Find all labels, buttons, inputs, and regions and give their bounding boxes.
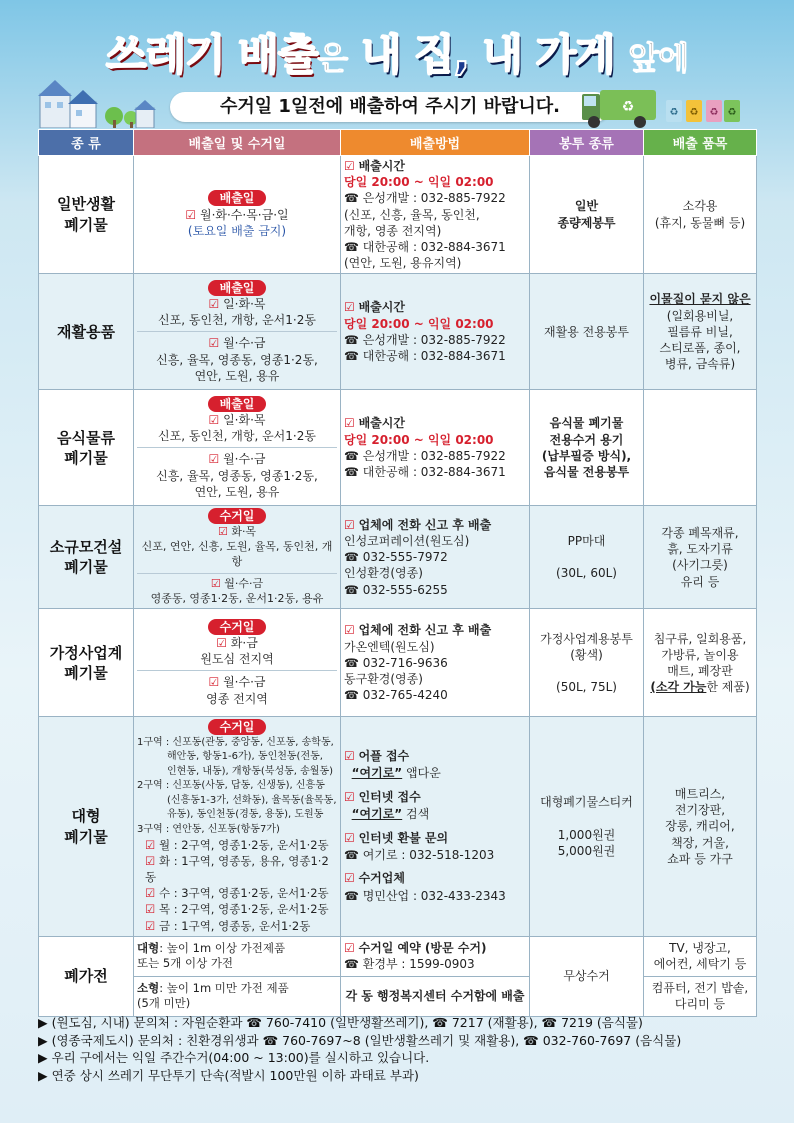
items-construction: 각종 폐목재류, 흙, 도자기류 (사기그릇) 유리 등 [644,506,757,609]
area-text: 신흥, 율목, 영종동, 영종1·2동, 연안, 도원, 용유 [156,352,318,383]
items-food [644,390,757,506]
days-text: 월·수·금 [223,336,266,351]
method-line: ☎ 032-716-9636 [344,655,448,670]
method-bulky [341,717,530,936]
method-title: 배출시간 [358,300,405,315]
zone-line: 유동), 동인천동(경동, 용동), 도원동 [167,809,324,821]
checkbox-icon: ☑ [145,918,156,933]
schedule-list [137,837,337,934]
svg-text:♻: ♻ [727,107,737,118]
kind-recycle: 재활용품 [39,274,134,390]
title-part-1: 쓰레기 배출 [105,30,318,79]
badge: 수거일 [208,719,267,735]
items-recycle [644,274,757,390]
method-line: 동구환경(영종) [344,671,423,686]
method-title: 인터넷 접수 [358,789,421,804]
method-line: ☎ 대한공해 : 032-884-3671 [344,349,506,363]
table-row [39,506,757,609]
method-line: ☎ 여기로 : 032-518-1203 [344,847,495,862]
method-line: ☎ 명민산업 : 032-433-2343 [344,888,506,903]
items-appliance-1: TV, 냉장고, 에어컨, 세탁기 등 [644,936,757,976]
checkbox-icon: ☑ [344,830,355,845]
table-header-row [39,130,757,156]
area-text: 신흥, 율목, 영종동, 영종1·2동, 연안, 도원, 용유 [156,468,318,499]
days-text: 화·금 [230,636,258,651]
checkbox-icon: ☑ [210,576,221,590]
days-text: 화·목 [231,525,257,539]
bag-construction: PP마대 (30L, 60L) [530,506,644,609]
size-label: 소형 [137,980,160,995]
kind-appliance: 폐가전 [39,936,134,1016]
kind-business: 가정사업계 폐기물 [39,609,134,717]
table-row [39,156,757,274]
zone-line: (신흥동1-3가, 선화동), 율목동(율목동, [167,794,337,806]
method-line: ☎ 032-765-4240 [344,688,448,703]
table-row [39,936,757,976]
days-business [134,609,341,717]
col-header-method: 배출방법 [341,130,530,156]
area-text: 신포, 동인천, 개항, 운서1·2동 [158,429,316,444]
notes [38,1014,756,1084]
zone-line: 해안동, 항동1-6가), 동인천동(전동, [167,751,323,763]
appliance-big [134,936,341,976]
zone-line: 3구역 : 연안동, 신포동(항동7가) [137,823,280,835]
checkbox-icon: ☑ [344,789,355,804]
col-header-days: 배출일 및 수거일 [134,130,341,156]
items-text: 침구류, 일회용품, 가방류, 놀이용 매트, 폐장판 [653,631,747,678]
checkbox-icon: ☑ [344,871,355,886]
header [0,0,794,128]
bag-recycle: 재활용 전용봉투 [530,274,644,390]
method-general [341,156,530,274]
appliance-small [134,976,341,1016]
checkbox-icon: ☑ [208,675,220,690]
method-line: ☎ 032-555-6255 [344,582,448,597]
checkbox-icon: ☑ [217,525,228,539]
title-part-4: 앞에 [628,39,689,77]
area-text: 신포, 연안, 신흥, 도원, 율목, 동인천, 개항 [141,540,333,568]
checkbox-icon: ☑ [208,452,220,467]
page-title [0,22,794,82]
area-text: 영종동, 영종1·2동, 운서1·2동, 용유 [150,591,324,605]
table-row [39,274,757,390]
waste-schedule-table [38,129,757,1017]
bag-bulky: 대형폐기물스티커 1,000원권 5,000원권 [530,717,644,936]
table-row [39,609,757,717]
method-line: (신포, 신흥, 율목, 동인천, [344,207,480,222]
items-text: 한 제품) [706,680,750,695]
method-time: 당일 20:00 ~ 익일 02:00 [344,432,494,447]
method-title: 업체에 전화 신고 후 배출 [358,623,492,638]
days-general [134,156,341,274]
checkbox-icon: ☑ [344,159,355,173]
method-line: ☎ 환경부 : 1599-0903 [344,957,475,972]
method-time: 당일 20:00 ~ 익일 02:00 [344,175,494,190]
method-line: ☎ 대한공해 : 032-884-3671 [344,465,506,479]
zone-list [137,736,337,838]
method-food [341,390,530,506]
badge: 수거일 [208,619,267,635]
checkbox-icon: ☑ [344,940,355,955]
method-line: (연안, 도원, 용유지역) [344,256,462,271]
method-line: ☎ 은성개발 : 032-885-7922 [344,191,506,206]
svg-text:♻: ♻ [669,107,679,118]
checkbox-icon: ☑ [145,838,156,853]
table-row [39,976,757,1016]
col-header-bag: 봉투 종류 [530,130,644,156]
days-text: 월·수·금 [223,452,266,467]
items-appliance-2: 컴퓨터, 전기 밥솥, 다리미 등 [644,976,757,1016]
badge: 수거일 [208,508,267,524]
method-title: 업체에 전화 신고 후 배출 [358,517,492,532]
zone-line: 2구역 : 신포동(사동, 답동, 신생동), 신흥동 [137,780,325,792]
checkbox-icon: ☑ [344,416,355,431]
svg-text:♻: ♻ [621,99,635,115]
days-note: (토요일 배출 금지) [187,223,287,238]
svg-text:♻: ♻ [689,107,699,118]
days-recycle [134,274,341,390]
days-text: 일·화·목 [223,412,266,427]
method-title: 배출시간 [358,159,405,173]
method-line: ☎ 은성개발 : 032-885-7922 [344,332,506,347]
method-business [341,609,530,717]
method-title: 어플 접수 [358,748,410,763]
note-line: ▶ 우리 구에서는 익일 주간수거(04:00 ~ 13:00)를 실시하고 있습니다. [38,1050,430,1065]
zone-line: 1구역 : 신포동(관동, 중앙동, 신포동, 송학동, [137,736,334,748]
title-part-3: 내 집, 내 가게 [360,30,615,79]
schedule-line: 수 : 3구역, 영종1·2동, 운서1·2동 [158,886,329,901]
method-title: 배출시간 [358,416,405,431]
method-line: ☎ 은성개발 : 032-885-7922 [344,448,506,463]
items-emphasis: (소각 가능 [650,680,707,695]
svg-text:♻: ♻ [709,107,719,118]
table-row [39,717,757,936]
days-food [134,390,341,506]
size-label: 대형 [137,940,160,955]
checkbox-icon: ☑ [344,300,355,315]
title-part-2: 은 [317,39,348,77]
bag-general: 일반 종량제봉투 [530,156,644,274]
checkbox-icon: ☑ [344,623,355,638]
size-text: : 높이 1m 미만 가전 제품 (5개 미만) [137,980,289,1011]
size-text: : 높이 1m 이상 가전제품 또는 5개 이상 가전 [137,940,286,971]
note-line: ▶ (영종국제도시) 문의처 : 친환경위생과 ☎ 760-7697~8 (일반생활쓰레기 및 재활용), ☎ 032-760-7697 (음식물) [38,1032,682,1048]
days-construction [134,506,341,609]
method-line: 앱다운 [402,766,441,781]
method-title: 수거일 예약 (방문 수거) [358,940,487,955]
badge: 배출일 [208,190,267,206]
badge: 배출일 [208,396,267,412]
checkbox-icon: ☑ [344,517,355,532]
method-emphasis: “여기로” [351,807,403,822]
col-header-kind: 종 류 [39,130,134,156]
area-text: 원도심 전지역 [200,652,274,667]
kind-bulky: 대형 폐기물 [39,717,134,936]
method-line: 인성환경(영종) [344,566,423,581]
days-text: 일·화·목 [223,296,266,311]
area-text: 영종 전지역 [206,691,268,706]
checkbox-icon: ☑ [216,636,227,651]
items-text: (일회용비닐, 필름류 비닐, 스티로폼, 종이, 병류, 금속류) [659,308,741,372]
items-general: 소각용 (휴지, 동물뼈 등) [644,156,757,274]
schedule-line: 금 : 1구역, 영종동, 운서1·2동 [158,918,311,933]
method-title: 수거업체 [358,871,405,886]
garbage-truck-icon [582,86,742,130]
method-appliance-2: 각 동 행정복지센터 수거함에 배출 [341,976,530,1016]
checkbox-icon: ☑ [208,336,220,351]
bag-appliance: 무상수거 [530,936,644,1016]
checkbox-icon: ☑ [208,412,220,427]
area-text: 신포, 동인천, 개항, 운서1·2동 [158,313,316,328]
checkbox-icon: ☑ [145,854,156,869]
days-text: 월·화·수·목·금·일 [199,207,289,222]
schedule-line: 월 : 2구역, 영종1·2동, 운서1·2동 [158,838,329,853]
checkbox-icon: ☑ [145,902,156,917]
items-bulky: 매트리스, 전기장판, 장롱, 캐리어, 책장, 거울, 쇼파 등 가구 [644,717,757,936]
houses-illustration [36,74,156,128]
days-text: 월·수·금 [223,675,266,690]
method-title: 인터넷 환불 문의 [358,830,449,845]
method-appliance [341,936,530,976]
method-line: 검색 [402,807,430,822]
kind-construction: 소규모건설 폐기물 [39,506,134,609]
subtitle: 수거일 1일전에 배출하여 주시기 바랍니다. [170,92,610,122]
method-emphasis: “여기로” [351,766,403,781]
method-line: ☎ 대한공해 : 032-884-3671 [344,239,506,254]
zone-line: 인현동, 내동), 개항동(북성동, 송월동) [167,765,334,777]
bag-business: 가정사업계용봉투 (황색) (50L, 75L) [530,609,644,717]
checkbox-icon: ☑ [208,296,220,311]
method-line: ☎ 032-555-7972 [344,550,448,565]
schedule-line: 목 : 2구역, 영종1·2동, 운서1·2동 [158,902,329,917]
kind-food: 음식물류 폐기물 [39,390,134,506]
method-line: 인성코퍼레이션(원도심) [344,534,470,549]
checkbox-icon: ☑ [344,748,355,763]
items-business [644,609,757,717]
items-title: 이물질이 묻지 않은 [649,292,751,307]
days-bulky [134,717,341,936]
bag-food: 음식물 폐기물 전용수거 용기 (납부필증 방식), 음식물 전용봉투 [530,390,644,506]
note-line: ▶ (원도심, 시내) 문의처 : 자원순환과 ☎ 760-7410 (일반생활쓰레기), ☎ 7217 (재활용), ☎ 7219 (음식물) [38,1015,643,1030]
method-line: 가온엔텍(원도심) [344,639,435,654]
method-recycle [341,274,530,390]
note-line: ▶ 연중 상시 쓰레기 무단투기 단속(적발시 100만원 이하 과태료 부과) [38,1067,419,1083]
schedule-line: 화 : 1구역, 영종동, 용유, 영종1·2동 [145,854,329,885]
col-header-items: 배출 품목 [644,130,757,156]
method-construction [341,506,530,609]
method-line: 개항, 영종 전지역) [344,223,442,238]
badge: 배출일 [208,280,267,296]
days-text: 월·수·금 [224,576,264,590]
table-row [39,390,757,506]
method-time: 당일 20:00 ~ 익일 02:00 [344,316,494,331]
kind-general: 일반생활 폐기물 [39,156,134,274]
checkbox-icon: ☑ [145,886,156,901]
checkbox-icon: ☑ [185,207,197,222]
